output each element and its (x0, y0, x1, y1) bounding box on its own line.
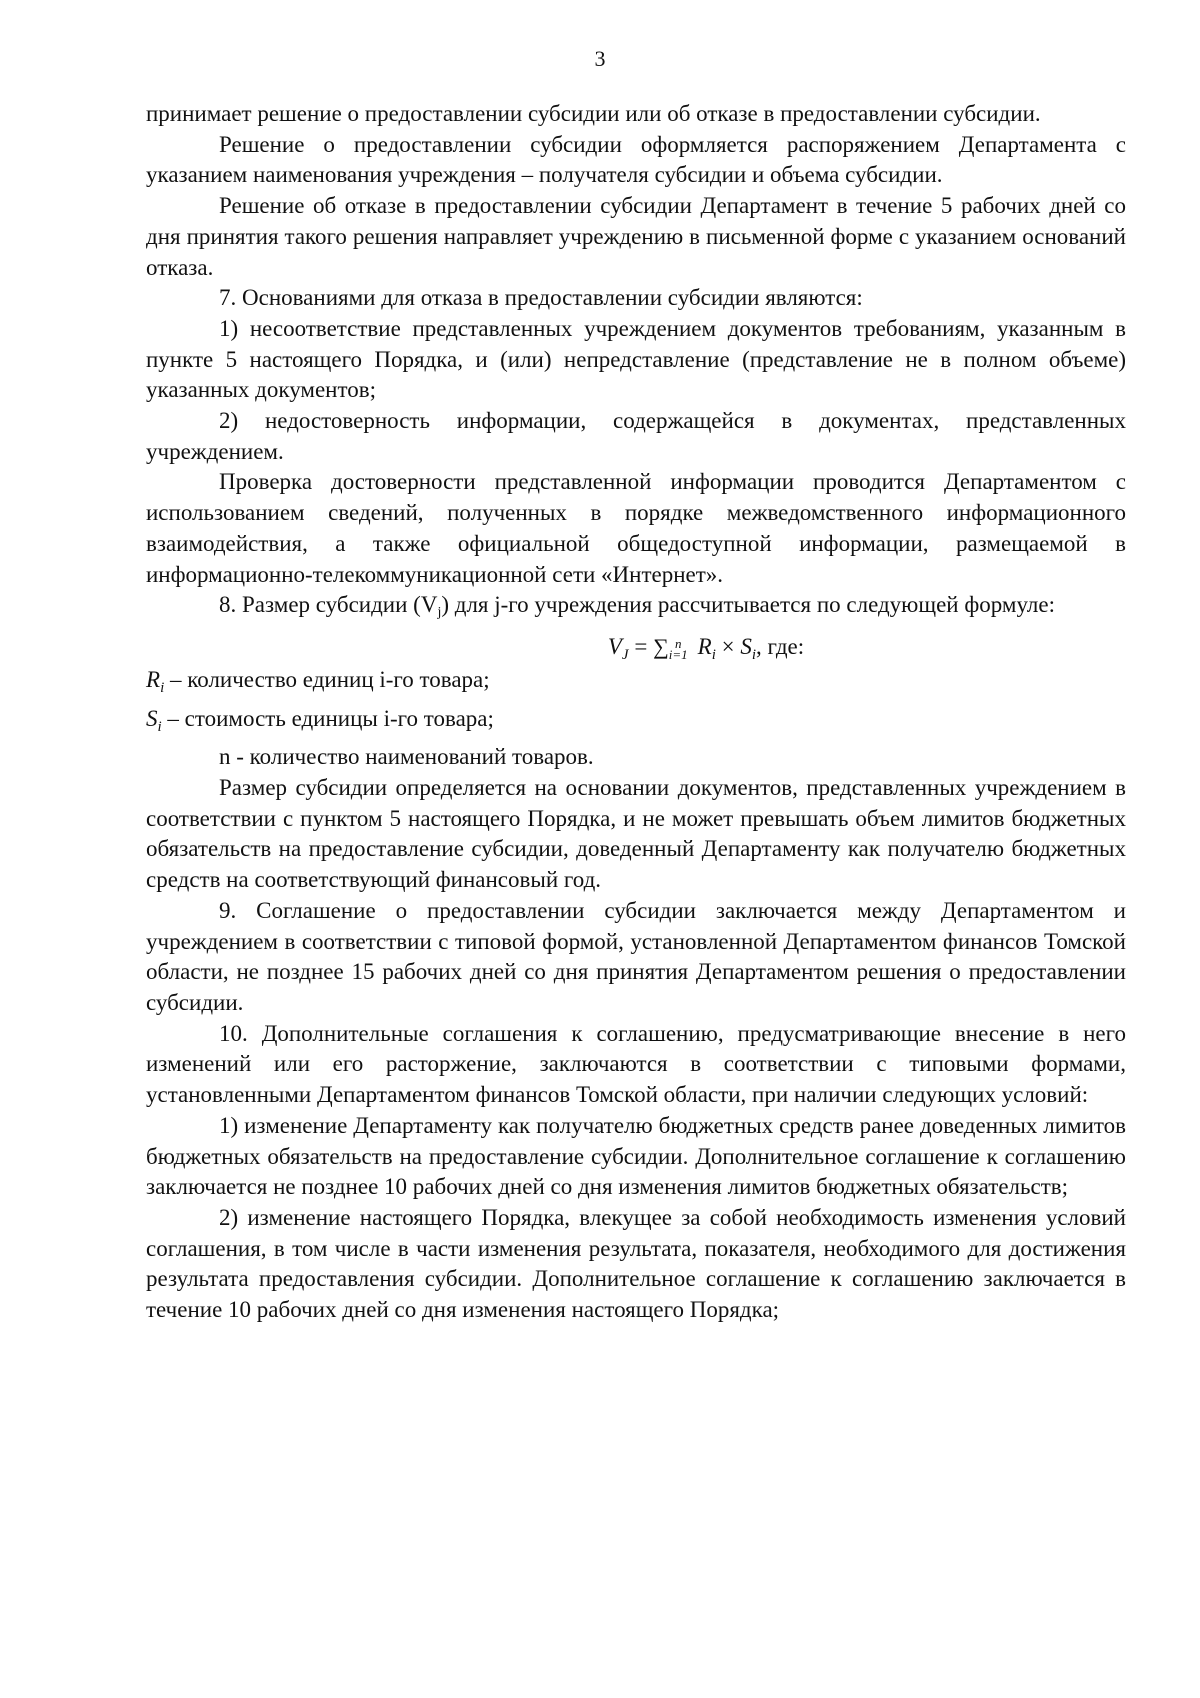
formula-times: × (715, 633, 741, 659)
formula-s-sub: i (751, 646, 757, 663)
paragraph-verification: Проверка достоверности представленной информации проводится Департаментом с использованием сведений, полученных в порядке межведомственного информационного взаимодействия, а также официальной общедоступной информации, размещаемой в информационно-телекоммуникационной сети «Интернет». (146, 469, 1126, 587)
paragraph-refusal-grounds-heading: 7. Основаниями для отказа в предоставлении субсидии являются: (219, 285, 863, 311)
document-body (146, 99, 1126, 1326)
formula-equals: = (628, 633, 654, 659)
definition-r-text: – количество единиц i-го товара; (164, 666, 490, 692)
definition-r-var: R (146, 666, 161, 692)
page-number: 3 (594, 46, 606, 71)
paragraph-decision-continued: принимает решение о предоставлении субсидии или об отказе в предоставлении субсидии. (146, 101, 1041, 126)
formula-sum-symbol: ∑ (653, 633, 669, 659)
formula-sum-lower: i=1 (668, 646, 688, 662)
formula-s-var: S (740, 633, 752, 659)
definition-n: n - количество наименований товаров. (219, 744, 594, 770)
definition-s (146, 704, 1126, 743)
subsidy-size-subscript: j (437, 605, 442, 621)
paragraph-agreement: 9. Соглашение о предоставлении субсидии заключается между Департаментом и учреждением в соответствии с типовой формой, установленной Департаментом финансов Томской области, не позднее 15 рабочих дней со дня принятия Департаментом решения о предоставлении субсидии. (146, 897, 1126, 1015)
formula-lhs-sub: J (621, 646, 629, 663)
definition-r-sub: i (160, 679, 165, 696)
paragraph-condition-2: 2) изменение настоящего Порядка, влекущее за собой необходимость изменения условий соглашения, в том числе в части изменения результата, показателя, необходимого для достижения результата предоставления субсидии. Дополнительное соглашение к соглашению заключается в течение 10 рабочих дней со дня изменения настоящего Порядка; (146, 1204, 1126, 1323)
subsidy-size-text-start: 8. Размер субсидии (V (219, 592, 438, 618)
paragraph-refusal-ground-1: 1) несоответствие представленных учреждением документов требованиям, указанным в пункте 5 настоящего Порядка, и (или) непредставление (представление не в полном объеме) указанных документов; (146, 315, 1126, 403)
definition-r (146, 665, 1126, 704)
formula-r-var: R (697, 633, 712, 659)
formula-sum-limits (668, 635, 688, 662)
formula-tail: , где: (756, 633, 805, 659)
formula-r-sub: i (711, 646, 716, 663)
formula-lhs-var: V (607, 633, 622, 659)
paragraph-subsidy-size (146, 590, 1126, 629)
formula-sum-upper: n (674, 635, 682, 651)
paragraph-subsidy-limit: Размер субсидии определяется на основании документов, представленных учреждением в соответствии с пунктом 5 настоящего Порядка, и не может превышать объем лимитов бюджетных обязательств на предоставление субсидии, доведенный Департаменту как получателю бюджетных средств на соответствующий финансовый год. (146, 775, 1126, 893)
definition-s-sub: i (157, 718, 162, 735)
paragraph-additional-agreements: 10. Дополнительные соглашения к соглашению, предусматривающие внесение в него изменений или его расторжение, заключаются в соответствии с типовыми формами, установленными Департаментом финансов Томской области, при наличии следующих условий: (146, 1020, 1126, 1108)
definition-s-text: – стоимость единицы i-го товара; (161, 705, 494, 731)
subsidy-size-text-end: ) для j-го учреждения рассчитывается по следующей формуле: (441, 592, 1056, 618)
subsidy-formula (146, 629, 1126, 665)
definition-s-var: S (146, 705, 158, 731)
paragraph-decision-form: Решение о предоставлении субсидии оформляется распоряжением Департамента с указанием наименования учреждения – получателя субсидии и объема субсидии. (146, 131, 1126, 188)
paragraph-condition-1: 1) изменение Департаменту как получателю бюджетных средств ранее доведенных лимитов бюджетных обязательств на предоставление субсидии. Дополнительное соглашение к соглашению заключается не позднее 10 рабочих дней со дня изменения лимитов бюджетных обязательств; (146, 1112, 1126, 1200)
paragraph-refusal-ground-2: 2) недостоверность информации, содержащейся в документах, представленных учреждением. (146, 408, 1126, 464)
paragraph-refusal-notice: Решение об отказе в предоставлении субсидии Департамент в течение 5 рабочих дней со дня принятия такого решения направляет учреждению в письменной форме с указанием оснований отказа. (146, 193, 1126, 280)
